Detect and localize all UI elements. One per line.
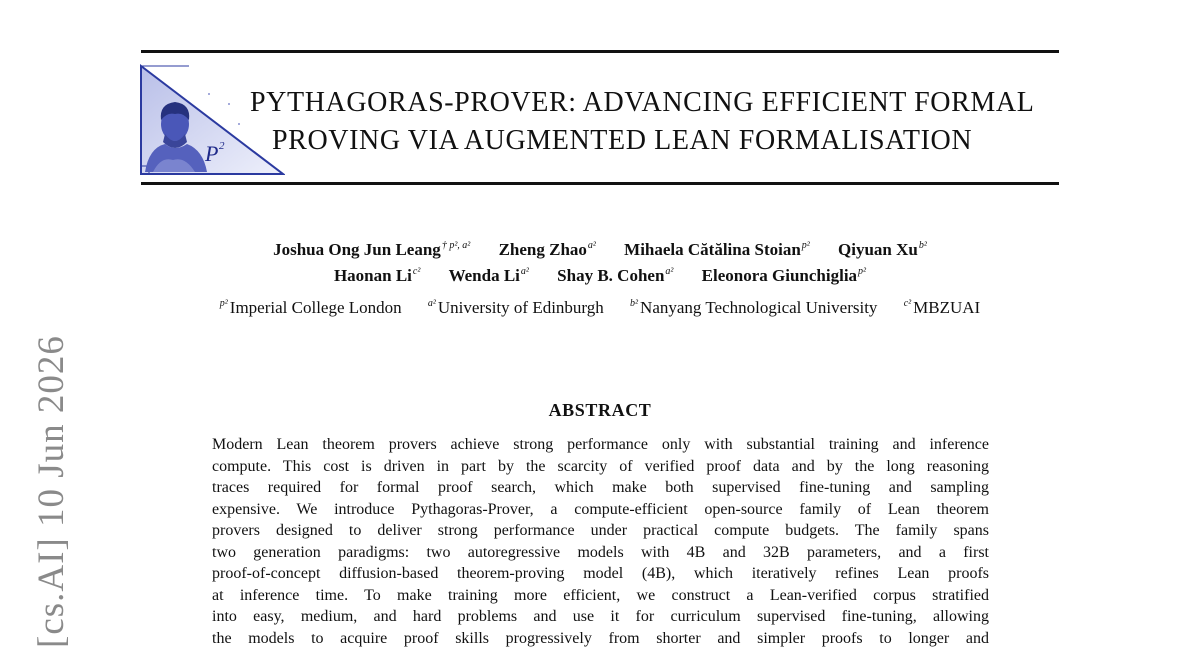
abstract-line: provers designed to deliver strong performance under practical compute budgets. The family spans [212, 520, 989, 542]
author: Qiyuan $Xu^{b^2}$ [838, 240, 927, 260]
abstract-line: at inference time. To make training more efficient, we construct a Lean-verified corpus stratified [212, 585, 989, 607]
affiliation-list [0, 298, 1200, 318]
abstract-heading: ABSTRACT [0, 400, 1200, 421]
title-top-rule [141, 50, 1059, 53]
author-list-row-2 [0, 266, 1200, 286]
abstract-line: two generation paradigms: two autoregressive models with 4B and 32B parameters, and a first [212, 542, 989, 564]
affiliation: $^{b^2}$ Nanyang Technological University [630, 298, 877, 318]
title-bottom-rule [141, 182, 1059, 185]
abstract-line: Modern Lean theorem provers achieve strong performance only with substantial training and inference [212, 434, 989, 456]
abstract-line: traces required for formal proof search, which make both supervised fine-tuning and sampling [212, 477, 989, 499]
author: Eleonora Giunchiglia$^{p^2}$ [702, 266, 866, 286]
abstract-line: into easy, medium, and hard problems and use it for curriculum supervised fine-tuning, allowing [212, 606, 989, 628]
author: Shay B. Cohen$^{a^2}$ [557, 266, 673, 286]
title-line-2: PROVING VIA AUGMENTED LEAN FORMALISATION [250, 122, 1080, 160]
author-list-row-1 [0, 240, 1200, 260]
affiliation: $^{a^2}$ University of Edinburgh [428, 298, 604, 318]
svg-text:P: P [204, 141, 218, 166]
abstract-line: compute. This cost is driven in part by the scarcity of verified proof data and by the long reasoning [212, 456, 989, 478]
author: Wenda $Li^{a^2}$ [449, 266, 529, 286]
arxiv-identifier-stamp: [cs.AI] 10 Jun 2026 [30, 335, 73, 648]
svg-text:2: 2 [219, 140, 225, 152]
abstract-line: proof-of-concept diffusion-based theorem-proving model (4B), which iteratively refines Lean proofs [212, 563, 989, 585]
title-line-1: PYTHAGORAS-PROVER: ADVANCING EFFICIENT FORMAL [250, 84, 1080, 122]
abstract-line: expensive. We introduce Pythagoras-Prover, a compute-efficient open-source family of Lean theorem [212, 499, 989, 521]
abstract-line: the models to acquire proof skills progressively from shorter and simpler proofs to longer and [212, 628, 989, 649]
abstract-body [212, 434, 989, 649]
author: Mihaela Cătălina Stoian$^{p^2}$ [624, 240, 810, 260]
affiliation: $^{p^2}$ Imperial College London [220, 298, 402, 318]
affiliation: $^{c^2}$ MBZUAI [904, 298, 981, 318]
paper-title [250, 84, 1080, 160]
author: Haonan $Li^{c^2}$ [334, 266, 420, 286]
author: Joshua Ong Jun Leang$^{\dagger p^2, a^2}$ [273, 240, 470, 260]
author: Zheng Zhao$^{a^2}$ [499, 240, 596, 260]
